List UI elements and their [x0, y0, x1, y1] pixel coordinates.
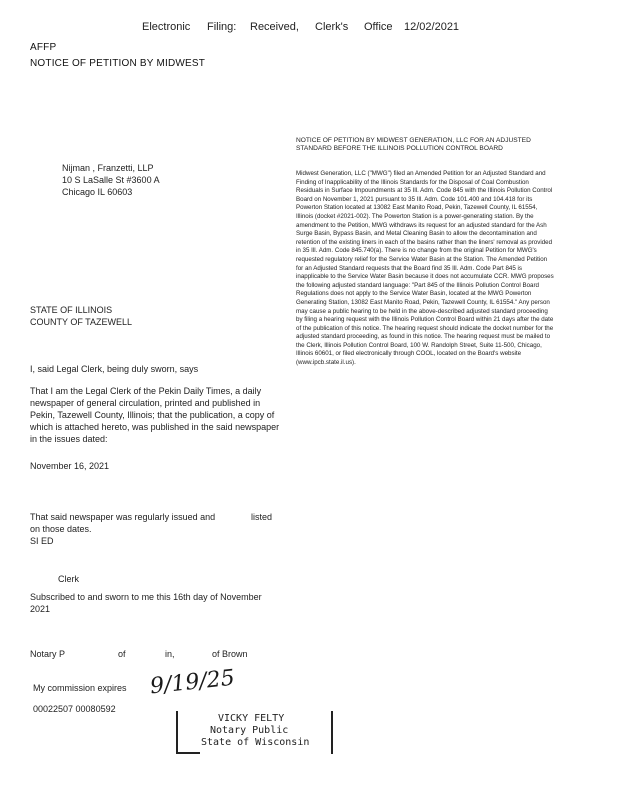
- affidavit-signed: SI ED: [30, 536, 54, 546]
- affidavit-regular-b: listed: [251, 512, 273, 522]
- stamp-line2: Notary Public: [210, 725, 289, 736]
- header-received: Received,: [250, 21, 299, 33]
- affidavit-subscribed: Subscribed to and sworn to me this 16th day of November: [30, 592, 262, 602]
- address-line2: 10 S LaSalle St #3600 A: [62, 175, 160, 185]
- venue-state: STATE OF ILLINOIS: [30, 305, 113, 315]
- doc-code: AFFP: [30, 42, 57, 53]
- affidavit-subscribed-year: 2021: [30, 604, 51, 614]
- commission-signature: 9/19/25: [148, 665, 236, 700]
- stamp-left-border: [176, 711, 178, 754]
- doc-title: NOTICE OF PETITION BY MIDWEST: [30, 58, 206, 69]
- address-line3: Chicago IL 60603: [62, 187, 133, 197]
- notice-body: Midwest Generation, LLC ("MWG") filed an Amended Petition for an Adjusted Standard and Finding of Inapplicability of the Illinois Standards for the Disposal of Coal Combustion Residuals in Surface Impoundments at 35 Ill. Adm. Code 845 with the Illinois Pollution Control Board on November 1, 2021 pursuant to 35 Ill. Adm. Code 101.400 and 104.418 for its Powerton Station located at 13082 East Manito Road, Pekin, Tazewell County, IL 61554, Illinois (docket #2021-002). The Powerton Station is a power-generating station. By the amendment to the Petition, MWG withdraws its request for an adjusted standard for the Ash Surge Basin, Bypass Basin, and Metal Cleaning Basin to allow the decontamination and retention of the existing liners in each of the basins rather than the liners' removal as provided in 35 Ill. Adm. Code 845.740(a). There is no change from the original Petition for MWG's requested regulatory relief for the Service Water Basin at the Station. The Amended Petition for an Adjusted Standard requests that the Board find 35 Ill. Adm. Code Part 845 is inapplicable to the Service Water Basin because it does not accumulate CCR. MWG proposes the following adjusted standard language: "Part 845 of the Illinois Pollution Control Board Regulations does not apply to the Service Water Basin, located at the MWG Powerton Generating Station, 13082 East Manito Road, Pekin, Tazewell County, IL 61554." Any person may cause a public hearing to be held in the above-described adjusted standard proceeding by filing a hearing request with the Illinois Pollution Control Board within 21 days after the date of the publication of this notice. The hearing request should indicate the docket number for the adjusted standard proceeding, as found in this notice. The hearing request must be mailed to the Clerk, Illinois Pollution Control Board, 100 W. Randolph Street, Suite 11-500, Chicago, Illinois 60601, or filed electronically through COOL, located on the Board's website (www.ipcb.state.il.us).: [296, 170, 554, 367]
- notary-a: Notary P: [30, 649, 66, 659]
- header-electronic: Electronic: [142, 21, 191, 33]
- affidavit-regular-a: That said newspaper was regularly issued and: [30, 512, 216, 522]
- affidavit-regular-c: on those dates.: [30, 524, 92, 534]
- stamp-right-border: [331, 711, 333, 754]
- stamp-line1: VICKY FELTY: [218, 713, 285, 724]
- notice-heading: NOTICE OF PETITION BY MIDWEST GENERATION, LLC FOR AN ADJUSTED STANDARD BEFORE THE ILLINOIS POLLUTION CONTROL BOARD: [296, 137, 531, 153]
- header-filing: Filing:: [207, 21, 237, 33]
- stamp-line3: State of Wisconsin: [201, 737, 310, 748]
- stamp-bottom-left-border: [176, 752, 200, 754]
- header-clerks: Clerk's: [315, 21, 349, 33]
- notary-c: in,: [165, 649, 175, 659]
- header-office: Office: [364, 21, 393, 33]
- commission-label: My commission expires: [33, 683, 127, 693]
- affidavit-issue-date: November 16, 2021: [30, 461, 110, 471]
- notary-stamp: [176, 711, 336, 754]
- affidavit-clerk: Clerk: [58, 574, 80, 584]
- venue-county: COUNTY OF TAZEWELL: [30, 317, 133, 327]
- affidavit-sworn: I, said Legal Clerk, being duly sworn, says: [30, 364, 199, 374]
- notary-b: of: [118, 649, 126, 659]
- header-date: 12/02/2021: [404, 21, 460, 33]
- notary-d: of Brown: [212, 649, 248, 659]
- affidavit-ids: 00022507 00080592: [33, 704, 116, 714]
- address-line1: Nijman , Franzetti, LLP: [62, 163, 154, 173]
- affidavit-statement: That I am the Legal Clerk of the Pekin Daily Times, a daily newspaper of general circulation, printed and published in Pekin, Tazewell County, Illinois; that the publication, a copy of which is attached hereto, was published in the said newspaper in the issues dated:: [30, 386, 280, 444]
